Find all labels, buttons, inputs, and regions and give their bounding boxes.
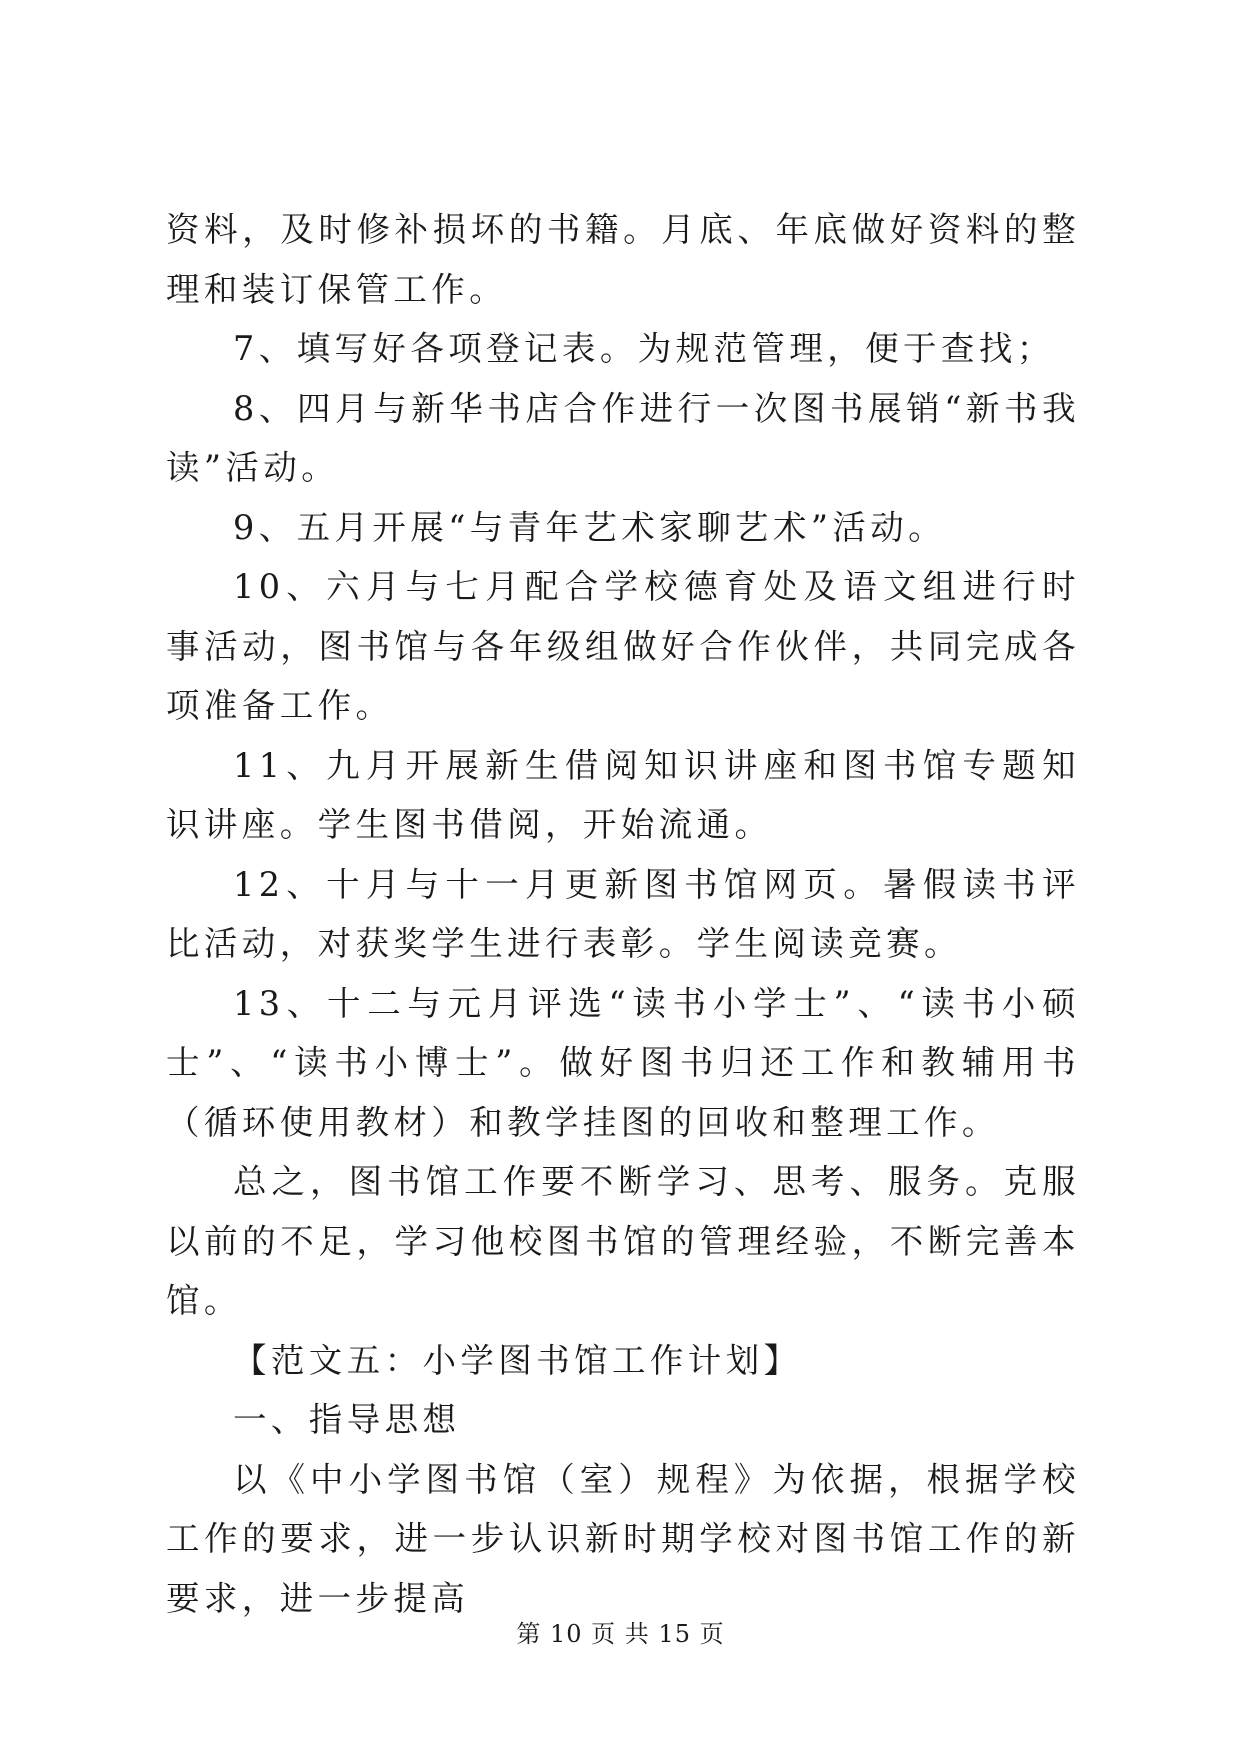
paragraph: 9、五月开展“与青年艺术家聊艺术”活动。 xyxy=(233,507,947,547)
paragraph: 12、十月与十一月更新图书馆网页。暑假读书评比活动，对获奖学生进行表彰。学生阅读竞赛。 xyxy=(166,864,1080,963)
document-body xyxy=(166,200,1080,1628)
paragraph: 8、四月与新华书店合作进行一次图书展销“新书我读”活动。 xyxy=(166,388,1080,487)
paragraph: 7、填写好各项登记表。为规范管理，便于查找； xyxy=(233,329,1055,368)
page-number-footer: 第 10 页 共 15 页 xyxy=(516,1620,725,1648)
paragraph: 10、六月与七月配合学校德育处及语文组进行时事活动，图书馆与各年级组做好合作伙伴，共同完成各项准备工作。 xyxy=(166,567,1080,725)
paragraph: 以《中小学图书馆（室）规程》为依据，根据学校工作的要求，进一步认识新时期学校对图书馆工作的新要求，进一步提高 xyxy=(166,1459,1080,1618)
paragraph: 13、十二与元月评选“读书小学士”、“读书小硕士”、“读书小博士”。做好图书归还工作和教辅用书（循环使用教材）和教学挂图的回收和整理工作。 xyxy=(166,983,1080,1142)
paragraph: 资料，及时修补损坏的书籍。月底、年底做好资料的整理和装订保管工作。 xyxy=(166,210,1080,309)
section-heading: 【范文五：小学图书馆工作计划】 xyxy=(233,1340,802,1380)
subsection-heading: 一、指导思想 xyxy=(233,1400,461,1439)
paragraph: 总之，图书馆工作要不断学习、思考、服务。克服以前的不足，学习他校图书馆的管理经验，不断完善本馆。 xyxy=(166,1162,1080,1320)
paragraph: 11、九月开展新生借阅知识讲座和图书馆专题知识讲座。学生图书借阅，开始流通。 xyxy=(166,745,1080,844)
